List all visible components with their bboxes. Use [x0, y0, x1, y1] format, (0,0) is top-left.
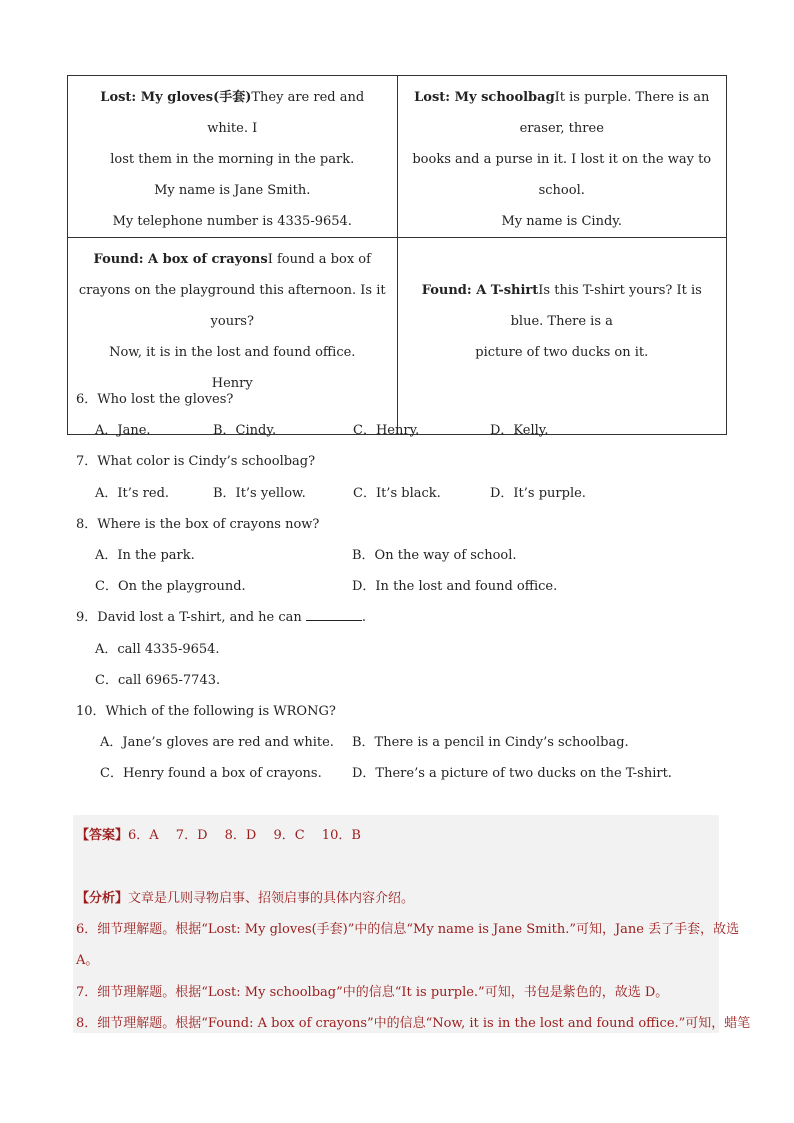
- notice-text: Is this T-shirt yours? It is blue. There is a: [510, 283, 702, 329]
- notice-text: My name is Cindy.: [501, 214, 623, 229]
- explanation-7: 7．细节理解题。根据“Lost: My schoolbag”中的信息“It is purple.”可知，书包是紫色的，故选 D。: [76, 985, 669, 1000]
- option-b[interactable]: B．There is a pencil in Cindy’s schoolbag.: [352, 735, 629, 750]
- notice-text: My name is Jane Smith.: [154, 183, 311, 198]
- answer-keys: [76, 824, 361, 843]
- option-c[interactable]: C．It’s black.: [353, 486, 441, 501]
- option-b[interactable]: B．Cindy.: [213, 423, 277, 438]
- analysis: [76, 887, 414, 906]
- answer-blank: [306, 610, 362, 621]
- notice-title: Found: A box of crayons: [93, 252, 268, 267]
- option-b[interactable]: B．It’s yellow.: [213, 486, 306, 501]
- notice-text: crayons on the playground this afternoon. Is it: [78, 283, 386, 298]
- option-d[interactable]: D．There’s a picture of two ducks on the T-shirt.: [352, 766, 672, 781]
- notice-text: Now, it is in the lost and found office.: [109, 345, 356, 360]
- found-tshirt-notice: [397, 238, 727, 435]
- option-d[interactable]: D．In the lost and found office.: [352, 579, 558, 594]
- option-a[interactable]: A．call 4335-9654.: [95, 642, 220, 657]
- analysis-label: 【分析】: [76, 891, 129, 906]
- question-stem: 6．Who lost the gloves?: [76, 392, 234, 407]
- option-d[interactable]: D．Kelly.: [490, 423, 549, 438]
- notice-text: books and a purse in it. I lost it on the way to school.: [412, 152, 712, 198]
- option-b[interactable]: B．On the way of school.: [352, 548, 517, 563]
- notice-text: It is purple. There is an eraser, three: [519, 90, 710, 136]
- notice-title: Found: A T-shirt: [421, 283, 539, 298]
- explanation-6-cont: A。: [76, 953, 99, 968]
- analysis-text: 文章是几则寻物启事、招领启事的具体内容介绍。: [128, 891, 415, 906]
- option-c[interactable]: C．Henry.: [353, 423, 420, 438]
- question-stem: 10．Which of the following is WRONG?: [76, 704, 336, 719]
- explanation-8: 8．细节理解题。根据“Found: A box of crayons”中的信息“Now, it is in the lost and found office.”可知，蜡笔: [76, 1016, 751, 1031]
- option-c[interactable]: C．Henry found a box of crayons.: [100, 766, 322, 781]
- notice-table: [67, 75, 727, 435]
- notice-title: Lost: My gloves(手套): [100, 90, 252, 105]
- question-stem-text: 9．David lost a T-shirt, and he can: [76, 610, 302, 625]
- notice-text: They are red and white. I: [207, 90, 365, 136]
- option-a[interactable]: A．It’s red.: [95, 486, 170, 501]
- answer-label: 【答案】: [76, 828, 129, 843]
- lost-gloves-notice: [68, 76, 398, 238]
- option-a[interactable]: A．Jane’s gloves are red and white.: [100, 735, 334, 750]
- question-stem: 8．Where is the box of crayons now?: [76, 517, 320, 532]
- option-d[interactable]: D．It’s purple.: [490, 486, 586, 501]
- question-stem: [76, 606, 366, 625]
- explanation-6: 6．细节理解题。根据“Lost: My gloves(手套)”中的信息“My name is Jane Smith.”可知，Jane 丢了手套，故选: [76, 922, 740, 937]
- notice-text: I found a box of: [267, 252, 371, 267]
- question-stem: 7．What color is Cindy’s schoolbag?: [76, 454, 316, 469]
- notice-text: yours?: [210, 314, 254, 329]
- lost-schoolbag-notice: [397, 76, 727, 238]
- question-stem-end: .: [361, 610, 367, 625]
- notice-text: picture of two ducks on it.: [475, 345, 649, 360]
- option-c[interactable]: C．On the playground.: [95, 579, 246, 594]
- notice-text: lost them in the morning in the park.: [110, 152, 355, 167]
- option-a[interactable]: A．In the park.: [95, 548, 195, 563]
- notice-text: My telephone number is 4335-9654.: [112, 214, 352, 229]
- option-a[interactable]: A．Jane.: [95, 423, 151, 438]
- answer-keys-text: 6．A 7．D 8．D 9．C 10．B: [128, 828, 361, 843]
- notice-title: Lost: My schoolbag: [414, 90, 555, 105]
- option-c[interactable]: C．call 6965-7743.: [95, 673, 221, 688]
- notice-signature: Henry: [211, 376, 253, 391]
